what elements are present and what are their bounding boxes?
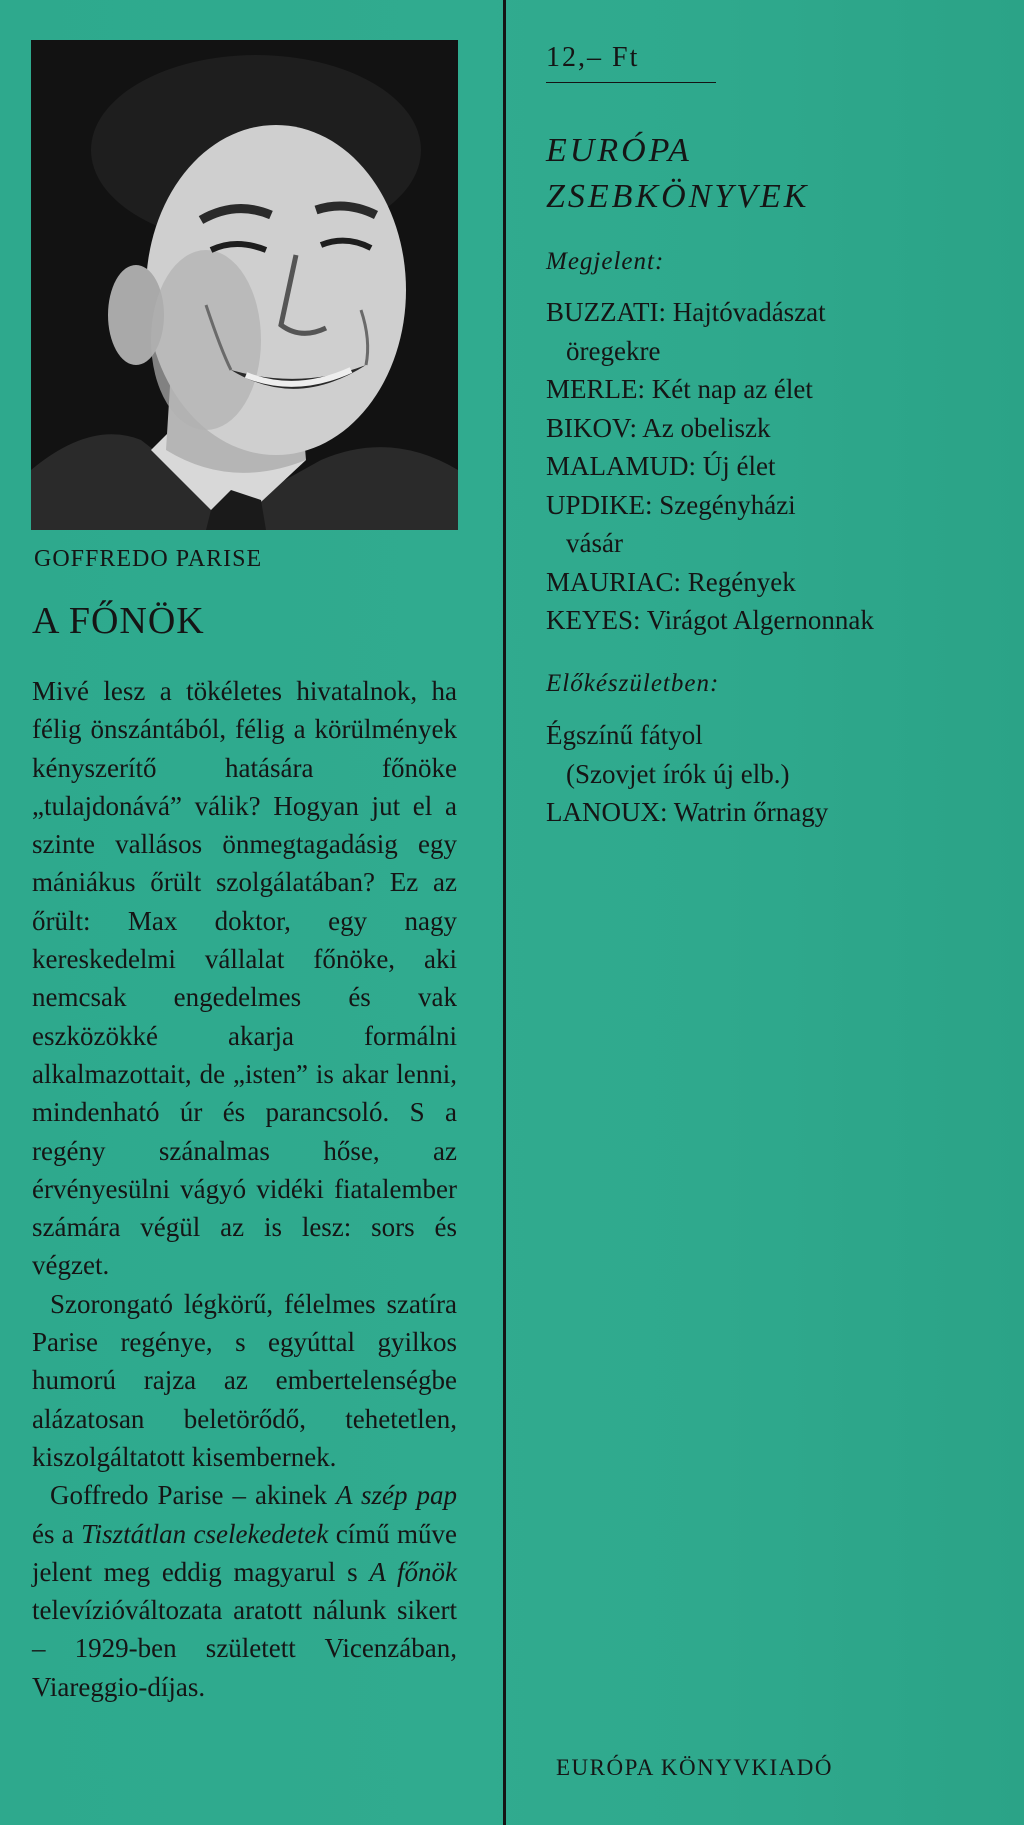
description-text: című műve jelent meg eddig magyarul s bbox=[32, 1518, 457, 1587]
author-photo bbox=[31, 40, 458, 530]
series-title-line: EURÓPA bbox=[546, 132, 692, 169]
list-item bbox=[546, 370, 1016, 409]
book-title: A FŐNÖK bbox=[32, 600, 205, 642]
list-item bbox=[546, 601, 1016, 640]
upcoming-label: Előkészületben: bbox=[546, 670, 720, 697]
price-label: 12,– Ft bbox=[546, 42, 716, 83]
series-title-line: ZSEBKÖNYVEK bbox=[546, 178, 810, 215]
column-divider bbox=[503, 0, 506, 1825]
list-item-text: Égszínű fátyol bbox=[546, 720, 703, 750]
list-item-continuation: öregekre bbox=[566, 335, 661, 366]
published-list bbox=[546, 293, 1016, 640]
list-item bbox=[546, 293, 1016, 370]
list-item-text: MALAMUD: Új élet bbox=[546, 451, 776, 481]
description-paragraph-2: Szorongató légkörű, félelmes szatíra Parise regénye, s egyúttal gyilkos humorú rajza az embertelenségbe alázatosan beletörődő, tehetetlen, kiszolgáltatott kisembernek. bbox=[32, 1288, 457, 1472]
description-paragraph-1: Mivé lesz a tökéletes hivatalnok, ha félig önszántából, félig a körülmények kényszerítő hatására főnöke „tulajdonává” válik? Hogyan jut el a szinte vallásos önmegtagadásig egy mániákus őrült szolgálatában? Ez az őrült: Max doktor, egy nagy kereskedelmi vállalat főnöke, aki nemcsak engedelmes és vak eszközökké akarja formálni alkalmazottait, de „isten” is akar lenni, mindenható úr és parancsoló. S a regény szánalmas hőse, az érvényesülni vágyó vidéki fiatalember számára végül az is lesz: sors és végzet. bbox=[32, 676, 457, 1281]
list-item-text: BUZZATI: Hajtóvadászat bbox=[546, 297, 826, 327]
list-item bbox=[546, 563, 1016, 602]
list-item-text: BIKOV: Az obeliszk bbox=[546, 412, 771, 443]
list-item bbox=[546, 409, 1016, 448]
work-title: A szép pap bbox=[335, 1480, 457, 1511]
list-item bbox=[546, 447, 1016, 486]
list-item bbox=[546, 793, 1016, 832]
list-item-continuation: (Szovjet írók új elb.) bbox=[566, 758, 790, 789]
published-label: Megjelent: bbox=[546, 248, 665, 275]
list-item-text: UPDIKE: Szegényházi bbox=[546, 489, 796, 520]
publisher-name: EURÓPA KÖNYVKIADÓ bbox=[556, 1755, 834, 1780]
description-text: televízióváltozata aratott nálunk sikert – 1929-ben született Vicenzában, Viareggio-díjas. bbox=[32, 1595, 457, 1702]
work-title: A főnök bbox=[369, 1556, 457, 1587]
list-item-text: KEYES: Virágot Algernonnak bbox=[546, 605, 874, 635]
series-title bbox=[546, 128, 809, 220]
list-item bbox=[546, 486, 1016, 563]
list-item-text: MAURIAC: Regények bbox=[546, 566, 796, 597]
book-description bbox=[32, 672, 457, 1706]
author-name: GOFFREDO PARISE bbox=[34, 546, 263, 572]
list-item-continuation: vásár bbox=[566, 528, 623, 558]
list-item bbox=[546, 716, 1016, 793]
upcoming-list bbox=[546, 716, 1016, 832]
description-text: és a bbox=[32, 1518, 82, 1549]
work-title: Tisztátlan cselekedetek bbox=[81, 1518, 329, 1549]
description-paragraph-3 bbox=[32, 1476, 457, 1706]
list-item-text: LANOUX: Watrin őrnagy bbox=[546, 797, 829, 827]
description-text: Goffredo Parise – akinek bbox=[50, 1480, 336, 1511]
list-item-text: MERLE: Két nap az élet bbox=[546, 374, 813, 404]
